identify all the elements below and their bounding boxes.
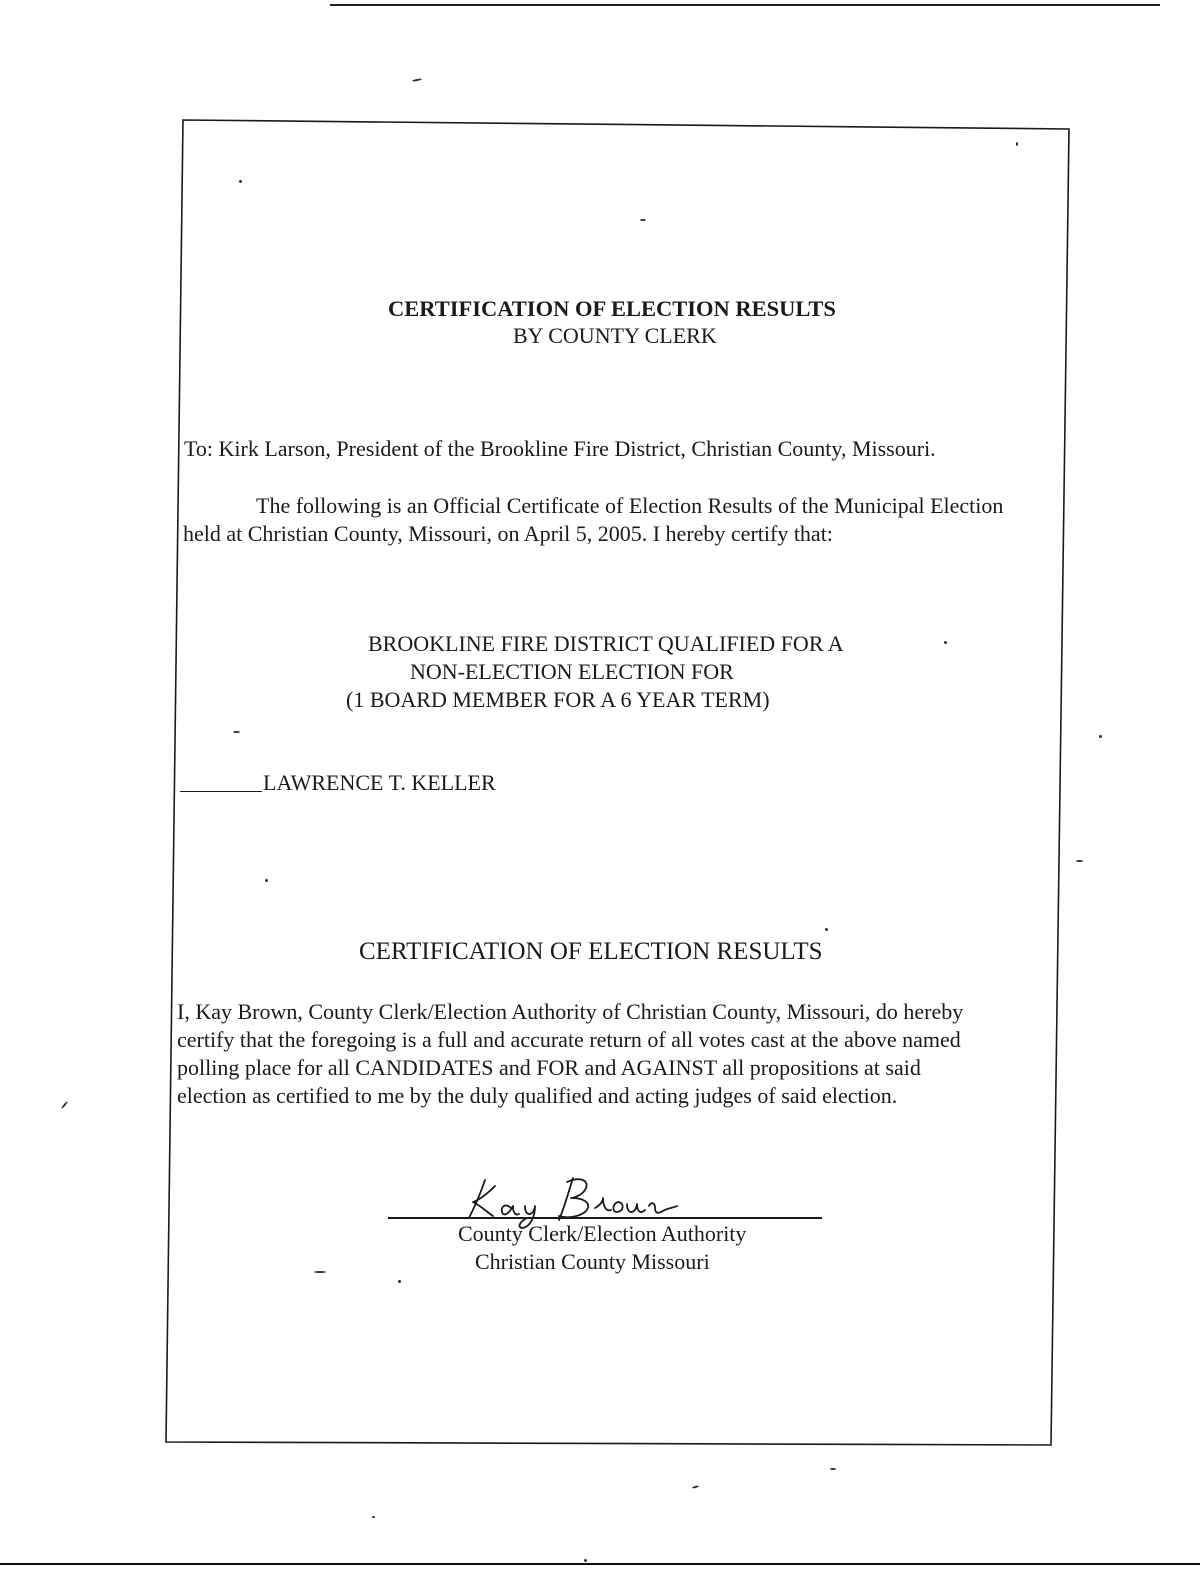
scan-speck (372, 1516, 375, 1518)
scan-speck (1076, 860, 1083, 862)
addressee-line: To: Kirk Larson, President of the Brookline Fire District, Christian County, Missouri. (184, 436, 936, 461)
scan-top-edge (330, 4, 1160, 6)
signature-line (388, 1217, 822, 1219)
scan-speck (412, 78, 422, 82)
certification-line-2: certify that the foregoing is a full and accurate return of all votes cast at the above named (177, 1027, 961, 1052)
signer-location: Christian County Missouri (475, 1249, 710, 1274)
document-subtitle: BY COUNTY CLERK (513, 323, 717, 348)
scan-speck (944, 641, 947, 644)
document-title: CERTIFICATION OF ELECTION RESULTS (388, 296, 836, 321)
candidate-entry (180, 769, 496, 797)
race-title-line-2: NON-ELECTION ELECTION FOR (410, 659, 734, 684)
scan-speck (584, 1559, 587, 1562)
scan-speck (398, 1280, 401, 1283)
scan-speck (1099, 735, 1102, 738)
candidate-name: LAWRENCE T. KELLER (263, 770, 496, 795)
certification-line-4: election as certified to me by the duly qualified and acting judges of said election. (177, 1083, 898, 1108)
vote-blank-line (180, 791, 262, 792)
scan-bottom-edge (0, 1563, 1200, 1565)
certification-line-3: polling place for all CANDIDATES and FOR and AGAINST all propositions at said (177, 1055, 921, 1080)
scan-speck (61, 1101, 68, 1109)
scan-speck (265, 879, 268, 882)
scan-speck (825, 928, 828, 931)
scan-speck (830, 1468, 836, 1470)
intro-paragraph-line-2: held at Christian County, Missouri, on April 5, 2005. I hereby certify that: (183, 521, 833, 546)
certification-line-1: I, Kay Brown, County Clerk/Election Authority of Christian County, Missouri, do hereby (177, 999, 964, 1024)
scan-speck (640, 219, 646, 221)
race-title-line-1: BROOKLINE FIRE DISTRICT QUALIFIED FOR A (368, 631, 844, 656)
scan-speck (233, 731, 240, 733)
scan-speck (692, 1485, 699, 1489)
intro-paragraph-line-1: The following is an Official Certificate of Election Results of the Municipal Election (256, 493, 1004, 518)
scan-speck (314, 1271, 326, 1273)
race-title-line-3: (1 BOARD MEMBER FOR A 6 YEAR TERM) (346, 687, 770, 712)
scan-speck (1016, 142, 1018, 146)
scan-speck (239, 180, 242, 183)
certification-heading: CERTIFICATION OF ELECTION RESULTS (359, 938, 823, 965)
signer-title: County Clerk/Election Authority (458, 1221, 747, 1246)
